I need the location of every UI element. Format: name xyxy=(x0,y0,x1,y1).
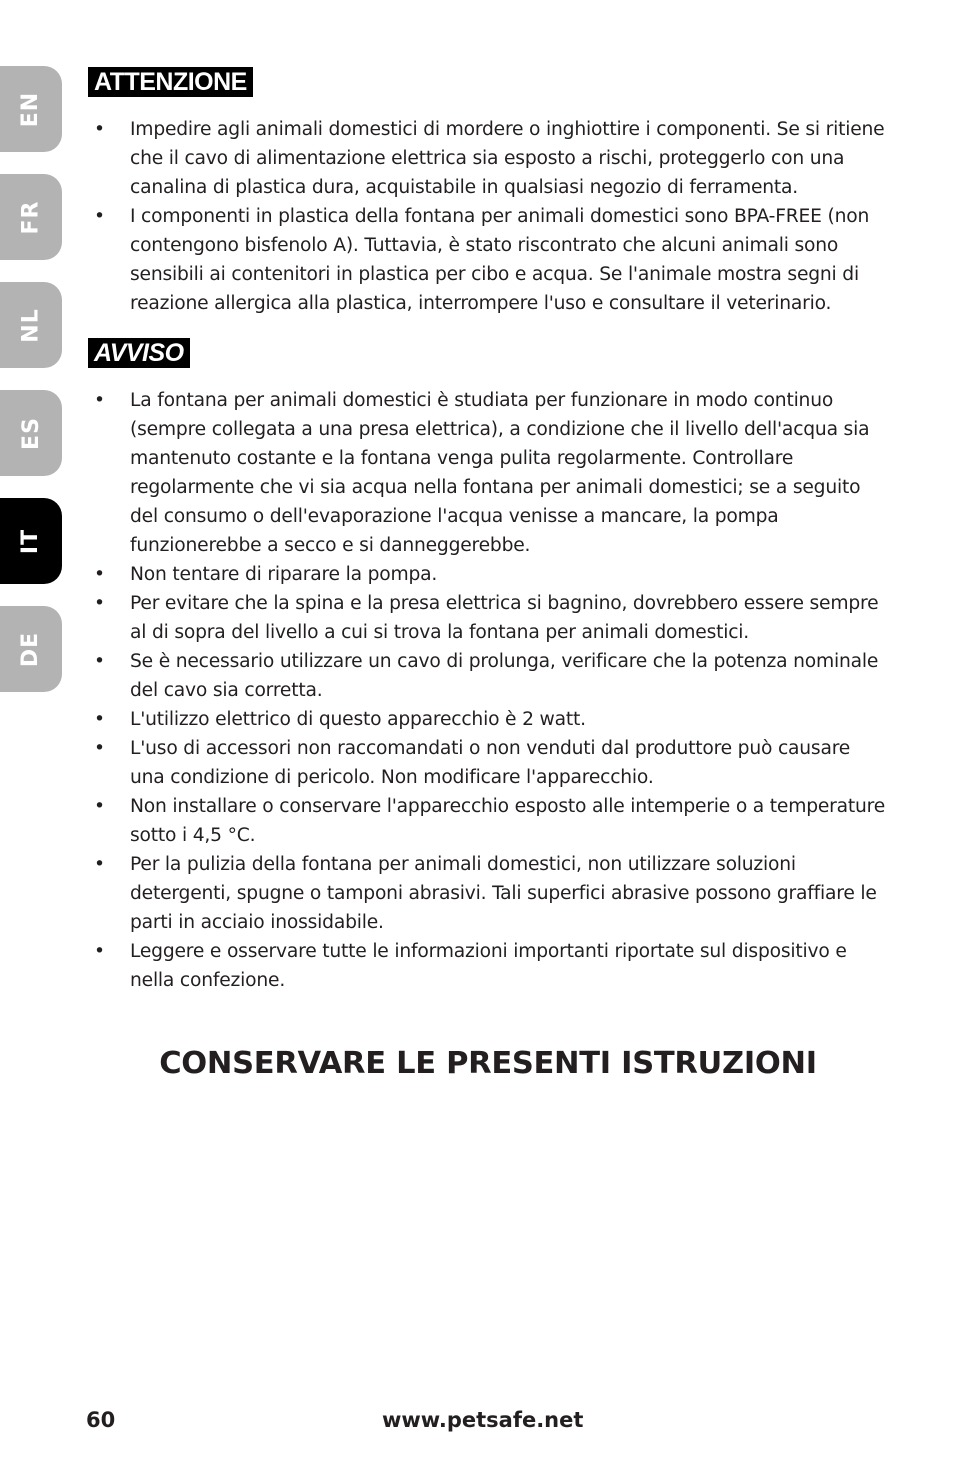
list-item-text: Per evitare che la spina e la presa elettrica si bagnino, dovrebbero essere sempre al di sopra del livello a cui si trova la fontana per animali domestici. xyxy=(130,593,879,643)
list-item-text: L'utilizzo elettrico di questo apparecchio è 2 watt. xyxy=(130,709,586,730)
list-item xyxy=(88,937,888,995)
bullet-icon: • xyxy=(94,564,105,585)
list-item xyxy=(88,202,888,318)
footer-url: www.petsafe.net xyxy=(382,1408,584,1432)
language-tab-label: FR xyxy=(18,200,44,234)
list-item-text: Se è necessario utilizzare un cavo di prolunga, verificare che la potenza nominale del cavo sia corretta. xyxy=(130,651,879,701)
language-tab-es[interactable] xyxy=(0,390,62,476)
list-item-text: I componenti in plastica della fontana per animali domestici sono BPA-FREE (non contengono bisfenolo A). Tuttavia, è stato riscontrato che alcuni animali sono sensibili ai contenitori in plastica per cibo e acqua. Se l'animale mostra segni di reazione allergica alla plastica, interrompere l'uso e consultare il veterinario. xyxy=(130,206,870,314)
list-item xyxy=(88,115,888,202)
bullet-icon: • xyxy=(94,206,105,227)
list-item xyxy=(88,386,888,560)
language-tab-label: EN xyxy=(18,91,44,127)
bullet-icon: • xyxy=(94,651,105,672)
closing-title: CONSERVARE LE PRESENTI ISTRUZIONI xyxy=(159,1046,817,1081)
language-tab-en[interactable] xyxy=(0,66,62,152)
bullet-icon: • xyxy=(94,854,105,875)
list-item-text: La fontana per animali domestici è studiata per funzionare in modo continuo (sempre collegata a una presa elettrica), a condizione che il livello dell'acqua sia mantenuto costante e la fontana venga pulita regolarmente. Controllare regolarmente che vi sia acqua nella fontana per animali domestici; se a seguito del consumo o dell'evaporazione l'acqua venisse a mancare, la pompa funzionerebbe a secco e si danneggerebbe. xyxy=(130,390,870,556)
bullet-icon: • xyxy=(94,796,105,817)
bullet-icon: • xyxy=(94,390,105,411)
page-number: 60 xyxy=(86,1408,116,1432)
bullet-icon: • xyxy=(94,738,105,759)
list-item-text: L'uso di accessori non raccomandati o non venduti dal produttore può causare una condizione di pericolo. Non modificare l'apparecchio. xyxy=(130,738,851,788)
language-tab-de[interactable] xyxy=(0,606,62,692)
language-tab-label: ES xyxy=(18,416,44,450)
list-item-text: Non tentare di riparare la pompa. xyxy=(130,564,438,585)
list-item xyxy=(88,850,888,937)
language-tab-fr[interactable] xyxy=(0,174,62,260)
attenzione-list xyxy=(88,115,888,318)
list-item-text: Leggere e osservare tutte le informazioni importanti riportate sul dispositivo e nella confezione. xyxy=(130,941,847,991)
language-tab-label: NL xyxy=(18,307,44,343)
bullet-icon: • xyxy=(94,709,105,730)
list-item-text: Per la pulizia della fontana per animali domestici, non utilizzare soluzioni detergenti, spugne o tamponi abrasivi. Tali superfici abrasive possono graffiare le parti in acciaio inossidabile. xyxy=(130,854,877,933)
list-item xyxy=(88,589,888,647)
bullet-icon: • xyxy=(94,593,105,614)
list-item xyxy=(88,705,888,734)
language-tab-label: DE xyxy=(18,631,44,667)
list-item xyxy=(88,647,888,705)
list-item xyxy=(88,560,888,589)
list-item xyxy=(88,734,888,792)
list-item-text: Non installare o conservare l'apparecchio esposto alle intemperie o a temperature sotto i 4,5 °C. xyxy=(130,796,886,846)
attenzione-heading: ATTENZIONE xyxy=(88,67,253,97)
avviso-heading: AVVISO xyxy=(88,338,190,368)
bullet-icon: • xyxy=(94,119,105,140)
list-item-text: Impedire agli animali domestici di mordere o inghiottire i componenti. Se si ritiene che il cavo di alimentazione elettrica sia esposto a rischi, proteggerlo con una canalina di plastica dura, acquistabile in qualsiasi negozio di ferramenta. xyxy=(130,119,885,198)
language-tab-it[interactable] xyxy=(0,498,62,584)
avviso-list xyxy=(88,386,888,995)
language-tab-label: IT xyxy=(18,528,44,554)
bullet-icon: • xyxy=(94,941,105,962)
language-tab-nl[interactable] xyxy=(0,282,62,368)
list-item xyxy=(88,792,888,850)
